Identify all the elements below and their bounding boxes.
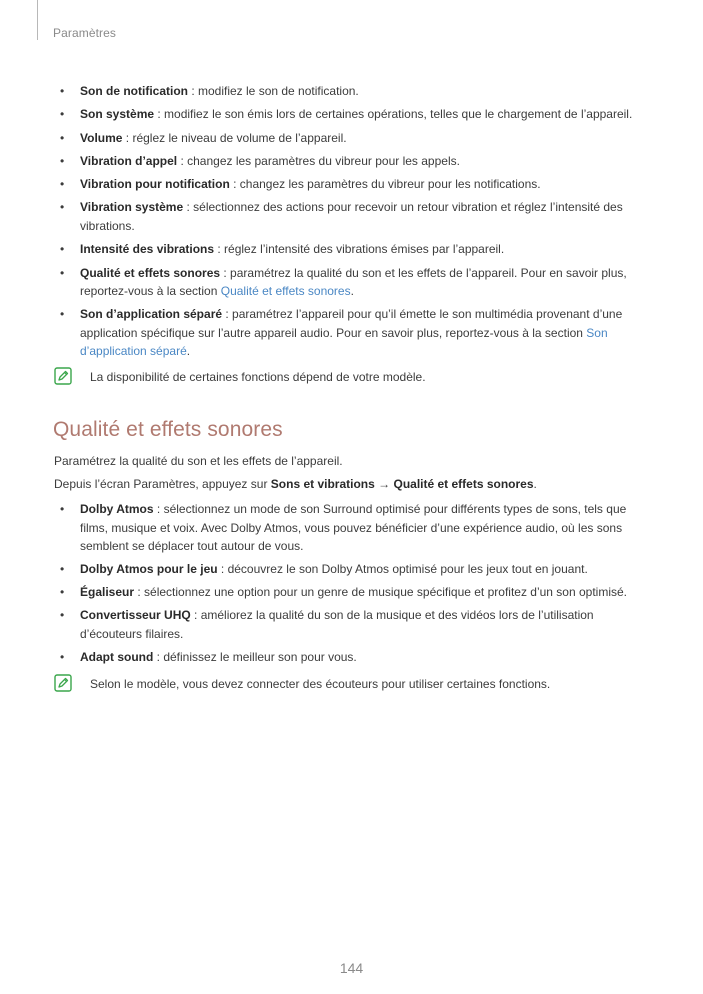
item-term: Dolby Atmos [80, 502, 154, 516]
path-end: . [533, 477, 537, 491]
item-text: : changez les paramètres du vibreur pour les appels. [177, 153, 460, 168]
note-block [54, 674, 674, 696]
arrow-icon: → [374, 477, 394, 491]
bullet-icon: • [60, 562, 65, 577]
bullet-icon: • [60, 608, 65, 623]
bullet-icon: • [60, 265, 65, 280]
list-item [54, 175, 654, 194]
sound-quality-list [54, 500, 654, 671]
list-item [54, 198, 654, 235]
item-term: Vibration d’appel [80, 153, 178, 168]
item-term: Égaliseur [80, 585, 135, 600]
item-text: : changez les paramètres du vibreur pour les notifications. [229, 177, 541, 192]
bullet-icon: • [60, 153, 65, 168]
item-term: Son d’application séparé [80, 307, 223, 322]
navigation-path [54, 475, 537, 493]
section-title: Qualité et effets sonores [53, 418, 283, 441]
item-text: : réglez le niveau de volume de l’appareil. [122, 130, 347, 145]
header-rule [37, 0, 38, 40]
list-item [54, 606, 654, 643]
list-item [54, 240, 654, 259]
section-link[interactable]: Qualité et effets sonores [220, 284, 351, 299]
note-text: La disponibilité de certaines fonctions dépend de votre modèle. [90, 370, 426, 384]
running-header: Paramètres [53, 26, 117, 40]
path-step-sons-et-vibrations: Sons et vibrations [270, 477, 375, 491]
item-tail: . [350, 284, 354, 299]
item-term: Convertisseur UHQ [80, 608, 191, 623]
bullet-icon: • [60, 107, 65, 122]
item-term: Adapt sound [80, 649, 154, 664]
item-text: : paramétrez la qualité du son et les effets de l’appareil. Pour en savoir plus, reportez-vous à la section [80, 265, 627, 299]
item-text: : réglez l’intensité des vibrations émises par l’appareil. [214, 242, 505, 257]
bullet-icon: • [60, 177, 65, 192]
bullet-icon: • [60, 130, 65, 145]
item-text: : définissez le meilleur son pour vous. [153, 649, 357, 664]
note-icon [54, 367, 72, 385]
list-item [54, 583, 654, 602]
list-item [54, 648, 654, 667]
list-item [54, 560, 654, 579]
item-term: Qualité et effets sonores [80, 265, 221, 280]
item-text: : sélectionnez un mode de son Surround optimisé pour différents types de sons, tels que films, musique et voix. Avec Dolby Atmos, vous pouvez bénéficier d’une expérience audio, où les sons semblent se déplacer tout autour de vous. [80, 502, 627, 553]
list-item [54, 82, 654, 101]
list-item [54, 264, 654, 301]
section-intro: Paramétrez la qualité du son et les effets de l’appareil. [54, 454, 343, 468]
list-item [54, 500, 654, 556]
item-term: Vibration système [80, 200, 184, 215]
page-number: 144 [339, 960, 364, 976]
item-text: : modifiez le son de notification. [188, 84, 359, 98]
item-text: : améliorez la qualité du son de la musique et des vidéos lors de l’utilisation d’écouteurs filaires. [80, 608, 594, 641]
item-text: : sélectionnez des actions pour recevoir un retour vibration et réglez l’intensité des vibrations. [80, 200, 623, 233]
item-text: : paramétrez l’appareil pour qu’il émette le son multimédia provenant d’une application spécifique sur l’autre appareil audio. Pour en savoir plus, reportez-vous à la section [80, 307, 623, 340]
path-prefix: Depuis l’écran Paramètres, appuyez sur [54, 477, 271, 491]
bullet-icon: • [60, 242, 65, 257]
note-icon [54, 674, 72, 692]
bullet-icon: • [60, 84, 65, 98]
list-item [54, 305, 654, 361]
sound-settings-list [54, 82, 654, 366]
list-item [54, 152, 654, 171]
note-block [54, 367, 674, 389]
item-text: : modifiez le son émis lors de certaines opérations, telles que le chargement de l’appareil. [154, 107, 633, 122]
item-term: Vibration pour notification [80, 177, 230, 192]
item-term: Intensité des vibrations [80, 242, 215, 257]
item-term: Volume [80, 130, 123, 145]
list-item [54, 129, 654, 148]
item-term: Dolby Atmos pour le jeu [80, 562, 218, 577]
bullet-icon: • [60, 307, 65, 322]
bullet-icon: • [60, 200, 65, 215]
item-term: Son système [80, 107, 155, 122]
bullet-icon: • [60, 649, 65, 664]
item-text: : découvrez le son Dolby Atmos optimisé pour les jeux tout en jouant. [217, 562, 588, 577]
list-item [54, 105, 654, 124]
item-tail: . [186, 344, 191, 359]
note-text: Selon le modèle, vous devez connecter des écouteurs pour utiliser certaines fonctions. [90, 677, 551, 691]
item-term: Son de notification [80, 84, 188, 98]
section-link[interactable]: Son d’application séparé [80, 325, 608, 359]
path-step-qualite-effets: Qualité et effets sonores [393, 477, 534, 491]
bullet-icon: • [60, 502, 65, 516]
bullet-icon: • [60, 585, 65, 600]
item-text: : sélectionnez une option pour un genre de musique spécifique et profitez d’un son optimisé. [134, 585, 628, 600]
